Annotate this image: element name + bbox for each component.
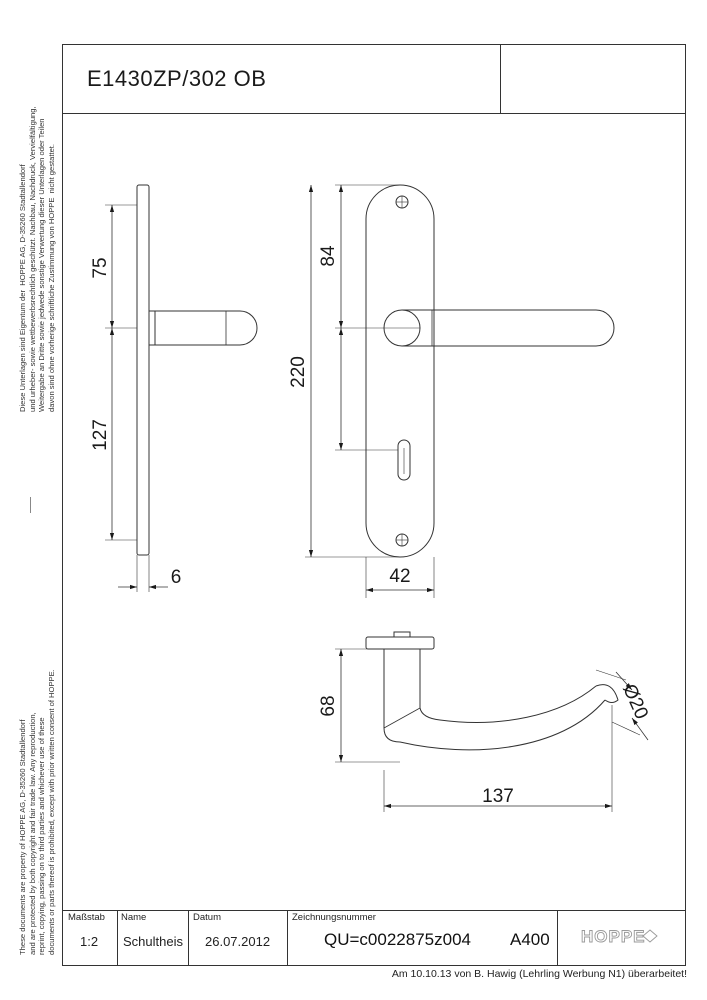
side-rosette-plate: [137, 185, 149, 555]
dim-84: 84: [318, 245, 339, 267]
dim-137: 137: [482, 786, 514, 807]
front-rosette-plate: [366, 185, 434, 557]
top-rosette: [366, 637, 434, 649]
top-lever-inner: [420, 649, 596, 722]
title-block-divider: [117, 910, 118, 966]
scale-label: Maßstab: [68, 912, 105, 923]
name-label: Name: [121, 912, 147, 923]
top-lever-outer: [384, 649, 605, 750]
copyright-notice-de: Diese Unterlagen sind Eigentum der HOPPE AG, D-35260 Stadtallendorf und urheber- sowie wettbewerbsrechtlich geschützt. Nachbau, Nachdruck, Vervielfältigung, Weitergabe an Dritte sowie jedwede sonstige Verwertung dieser Unterlagen oder Teilen davon sind ohne vorherige schriftliche Zustimmung von HOPPE nicht gestattet.: [18, 106, 56, 412]
dim-42: 42: [389, 566, 411, 587]
format-value: A400: [510, 930, 550, 949]
front-view: [305, 185, 614, 598]
title-block-divider: [557, 910, 558, 966]
title-block-divider: [287, 910, 288, 966]
svg-text:HOPPE: HOPPE: [581, 927, 646, 946]
drawing-number-value: QU=c0022875z004: [324, 930, 471, 949]
dim-diameter: Ø20: [618, 681, 652, 723]
dim-75: 75: [90, 257, 111, 279]
hoppe-logo: [580, 924, 660, 948]
side-lever-stub: [155, 311, 257, 345]
dim-6: 6: [170, 567, 182, 588]
dim-220: 220: [288, 356, 309, 388]
side-view: [105, 185, 257, 592]
revision-note: Am 10.10.13 von B. Hawig (Lehrling Werbung N1) überarbeitet!: [391, 968, 687, 980]
name-value: Schultheis: [123, 934, 183, 949]
date-label: Datum: [193, 912, 221, 923]
copyright-notice-en: These documents are property of HOPPE AG, D-35260 Stadtallendorf and are protected by both copyright and fair trade law. Any reproduction, reprint, copying, passing on to third parties and whichever use of these documents or parts thereof is prohibited, except with prior written consent of HOPPE.: [18, 669, 56, 955]
title-block-divider: [188, 910, 189, 966]
scale-value: 1:2: [80, 934, 99, 949]
dim-127: 127: [90, 419, 111, 451]
date-value: 26.07.2012: [205, 934, 271, 949]
top-view: [335, 632, 648, 812]
drawing-number-label: Zeichnungsnummer: [292, 912, 376, 923]
drawing-title: E1430ZP/302 OB: [87, 66, 267, 91]
dim-68: 68: [318, 695, 339, 717]
